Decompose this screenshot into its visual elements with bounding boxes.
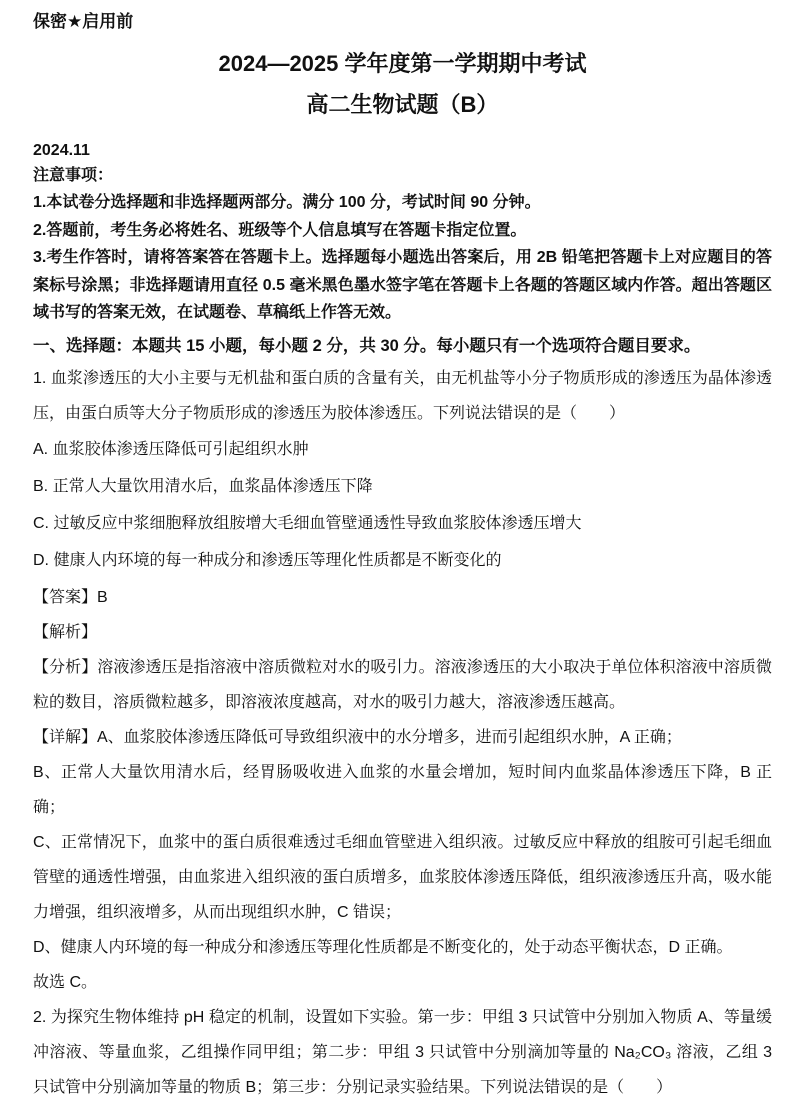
question-1-detail-c: C、正常情况下，血浆中的蛋白质很难透过毛细血管壁进入组织液。过敏反应中释放的组胺可引起毛细血管壁的通透性增强，由血浆进入组织液的蛋白质增多，血浆胶体渗透压降低，组织液渗透压升高，吸水能力增强，组织液增多，从而出现组织水肿，C 错误； [33,833,772,921]
question-1-conclusion: 故选 C。 [33,973,98,991]
notice-item-1: 1.本试卷分选择题和非选择题两部分。满分 100 分，考试时间 90 分钟。 [33,194,541,211]
secrecy-notice: 保密★启用前 [33,12,134,31]
question-1-option-c: C. 过敏反应中浆细胞释放组胺增大毛细血管壁通透性导致血浆胶体渗透压增大 [33,514,582,532]
notice-item-3: 3.考生作答时，请将答案答在答题卡上。选择题每小题选出答案后，用 2B 铅笔把答题卡上对应题目的答案标号涂黑；非选择题请用直径 0.5 毫米黑色墨水签字笔在答题卡上各题的答题区域内作答。超出答题区域书写的答案无效，在试题卷、草稿纸上作答无效。 [33,249,772,321]
exam-date: 2024.11 [33,142,90,159]
question-1-detail-a: 【详解】A、血浆胶体渗透压降低可导致组织液中的水分增多，进而引起组织水肿，A 正确； [33,728,682,746]
question-1-answer-line: 【答案】B [33,588,108,606]
question-1-explain-label: 【解析】 [33,623,98,641]
question-1-detail-b: B、正常人大量饮用清水后，经胃肠吸收进入血浆的水量会增加，短时间内血浆晶体渗透压下降，B 正确； [33,763,772,816]
question-1-option-a: A. 血浆胶体渗透压降低可引起组织水肿 [33,440,309,458]
question-2-stem: 2. 为探究生物体维持 pH 稳定的机制，设置如下实验。第一步：甲组 3 只试管中分别加入物质 A、等量缓冲溶液、等量血浆，乙组操作同甲组；第二步：甲组 3 只试管中分别滴加等量的 Na₂CO₃ 溶液，乙组 3 只试管中分别滴加等量的物质 B；第三步：分别记录实验结果。下列说法错误的是（ ） [33,1008,772,1096]
exam-title-line2: 高二生物试题（B） [306,92,499,117]
exam-title-line1: 2024—2025 学年度第一学期期中考试 [218,51,587,76]
question-1-option-b: B. 正常人大量饮用清水后，血浆晶体渗透压下降 [33,477,373,495]
question-1-option-d: D. 健康人内环境的每一种成分和渗透压等理化性质都是不断变化的 [33,551,502,569]
notice-item-2: 2.答题前，考生务必将姓名、班级等个人信息填写在答题卡指定位置。 [33,221,527,239]
question-1-detail-d: D、健康人内环境的每一种成分和渗透压等理化性质都是不断变化的，处于动态平衡状态，D 正确。 [33,938,733,956]
question-1-analysis: 【分析】溶液渗透压是指溶液中溶质微粒对水的吸引力。溶液渗透压的大小取决于单位体积溶液中溶质微粒的数目，溶质微粒越多，即溶液浓度越高，对水的吸引力越大，溶液渗透压越高。 [33,658,772,711]
section-one-heading: 一、选择题：本题共 15 小题，每小题 2 分，共 30 分。每小题只有一个选项符合题目要求。 [33,336,701,355]
notice-heading: 注意事项： [33,167,114,184]
question-1-stem: 1. 血浆渗透压的大小主要与无机盐和蛋白质的含量有关，由无机盐等小分子物质形成的渗透压为晶体渗透压，由蛋白质等大分子物质形成的渗透压为胶体渗透压。下列说法错误的是（ ） [33,369,772,422]
